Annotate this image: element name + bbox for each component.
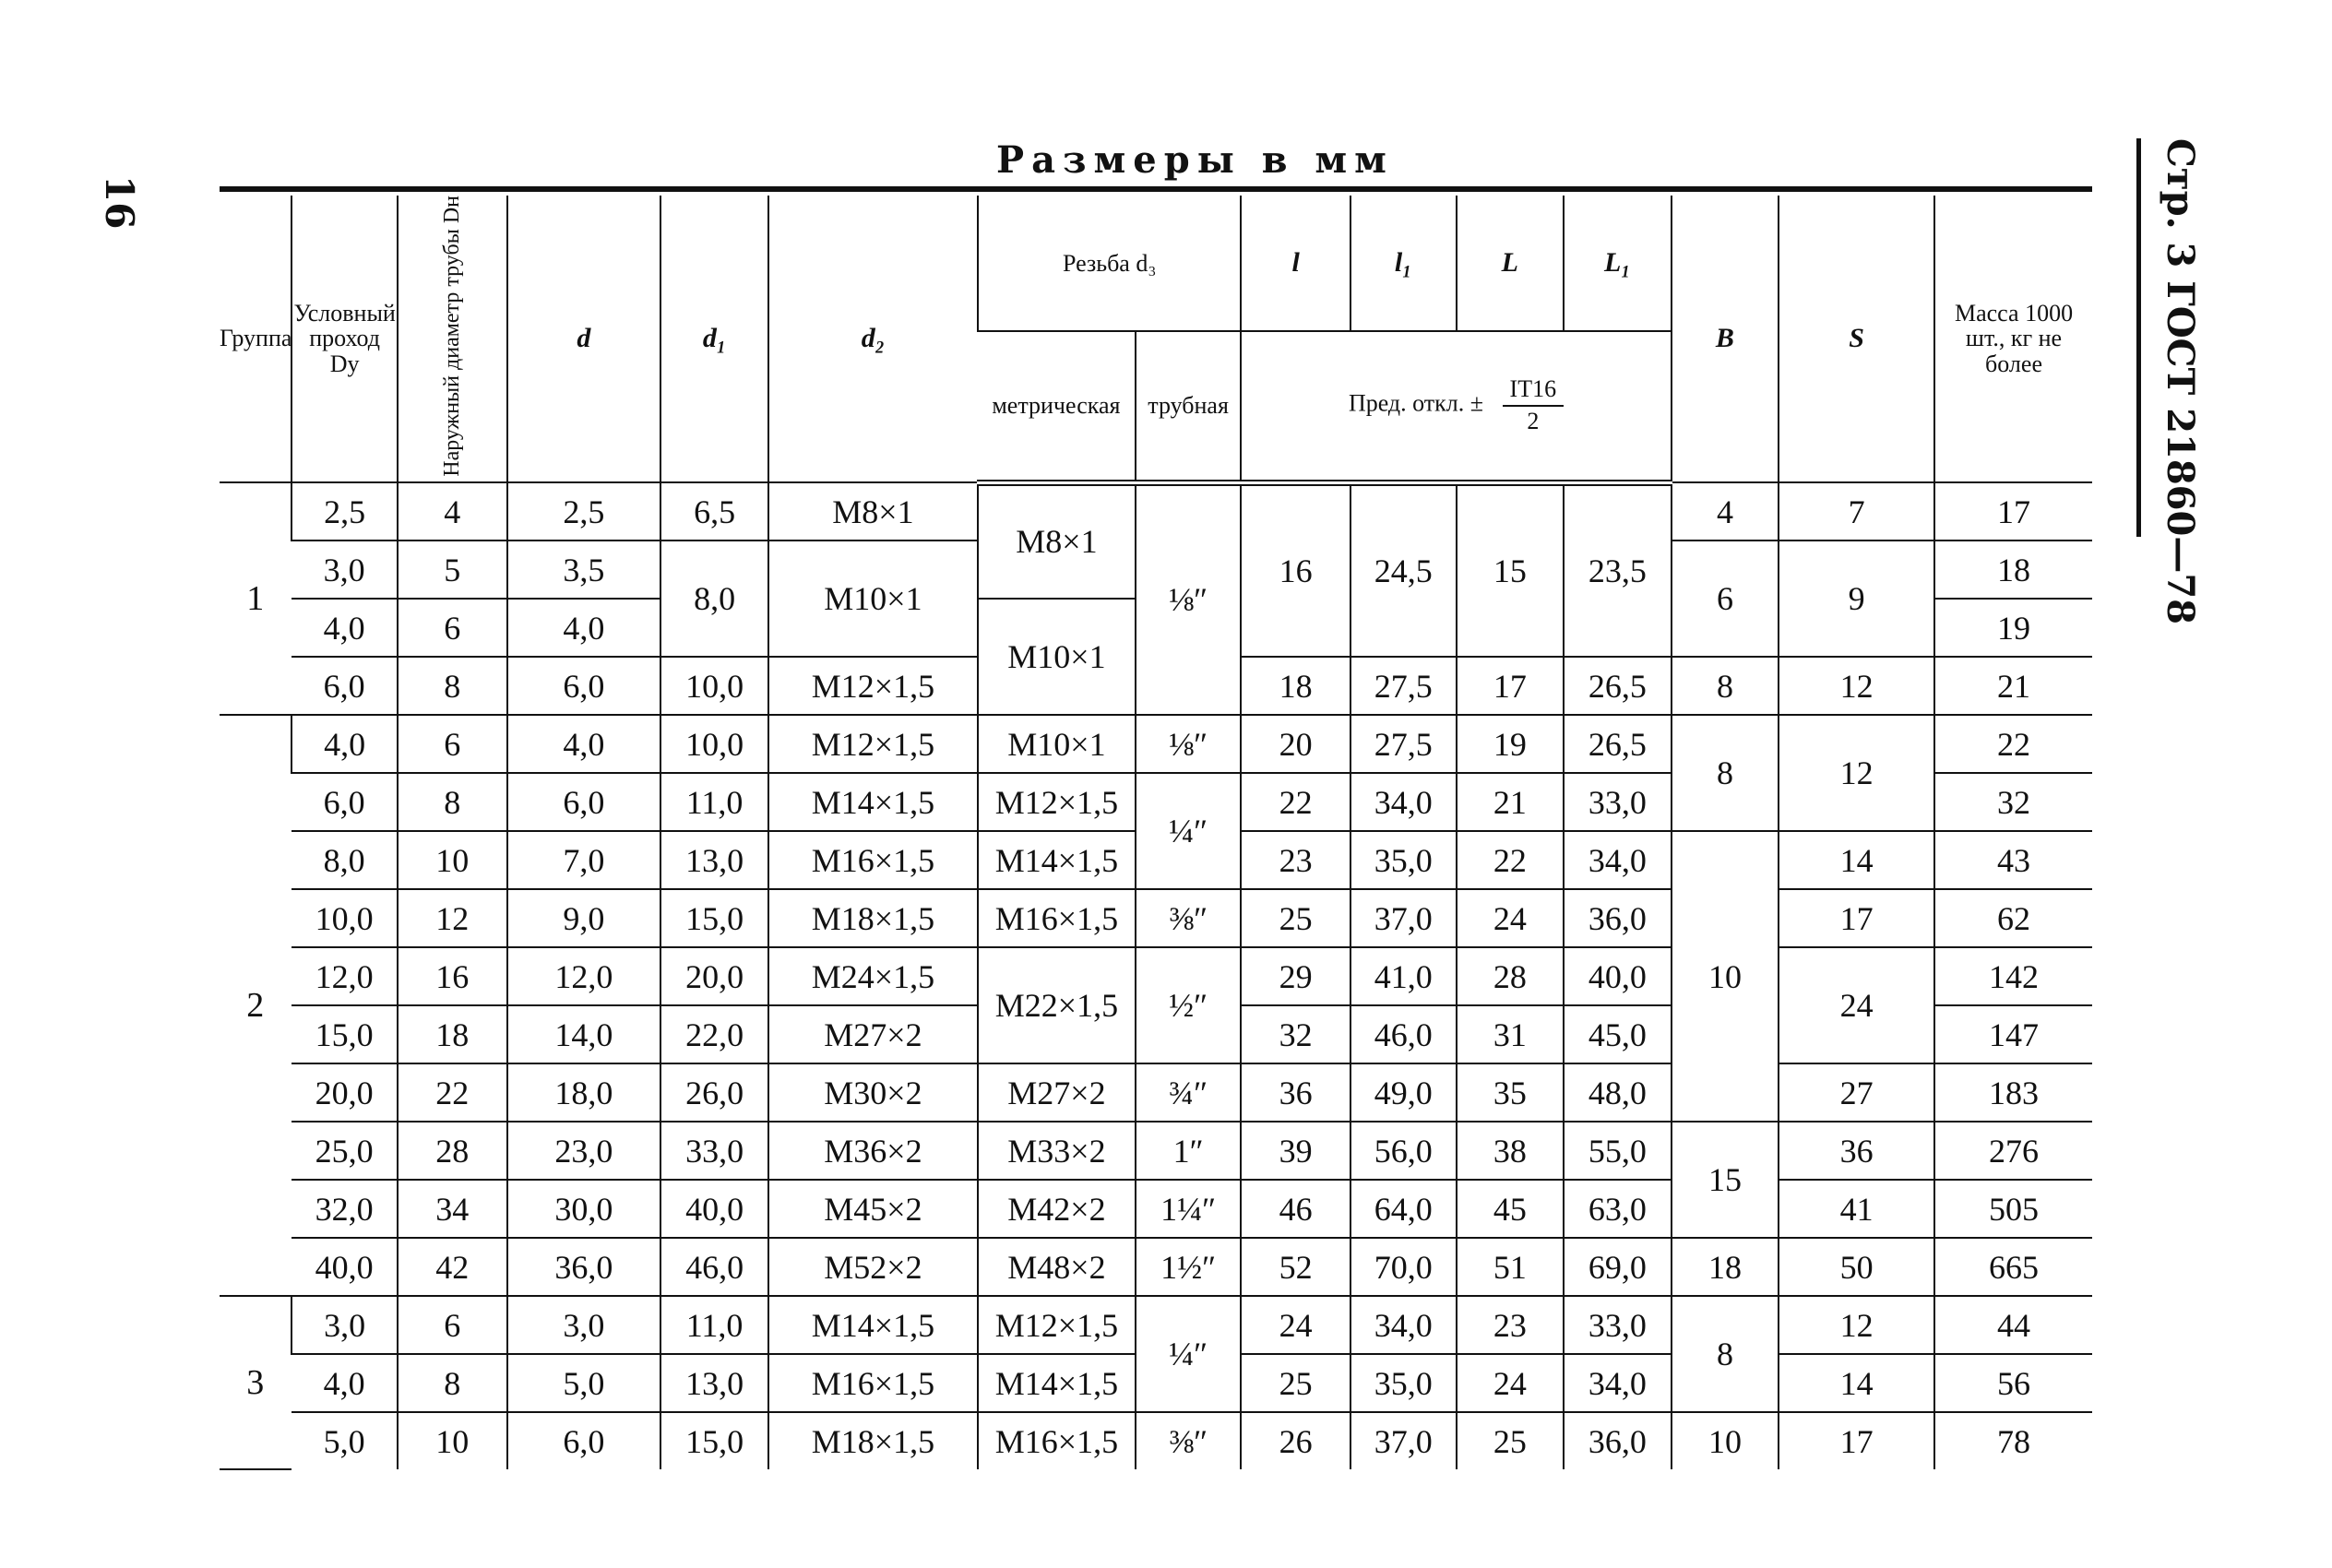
- cell-l1: 64,0: [1350, 1180, 1457, 1238]
- cell-dn: 25,0: [292, 1122, 398, 1180]
- cell-S: 17: [1779, 889, 1934, 947]
- table-head: [220, 196, 2092, 482]
- cell-S: 14: [1779, 831, 1934, 889]
- tolerance-denominator: 2: [1527, 407, 1540, 434]
- cell-d1: 13,0: [660, 831, 768, 889]
- cell-l: 52: [1241, 1238, 1350, 1296]
- header-l: l: [1241, 196, 1350, 331]
- cell-thread-metric: M12×1,5: [978, 773, 1136, 831]
- cell-d2: M8×1: [768, 482, 978, 540]
- cell-l1: 27,5: [1350, 657, 1457, 715]
- cell-L1: 45,0: [1564, 1005, 1672, 1063]
- cell-l1: 49,0: [1350, 1063, 1457, 1122]
- header-mass: Масса 1000 шт., кг не более: [1934, 196, 2092, 482]
- cell-mass: 17: [1934, 482, 2092, 540]
- tolerance-prefix: Пред. откл. ±: [1348, 389, 1484, 417]
- cell-B: 18: [1672, 1238, 1779, 1296]
- cell-l: 25: [1241, 889, 1350, 947]
- cell-l1: 37,0: [1350, 1412, 1457, 1469]
- cell-dn: 32,0: [292, 1180, 398, 1238]
- cell-mass: 21: [1934, 657, 2092, 715]
- cell-dn: 6,0: [292, 773, 398, 831]
- cell-B: 8: [1672, 715, 1779, 831]
- cell-d2: M12×1,5: [768, 657, 978, 715]
- cell-dh: 10: [398, 831, 507, 889]
- cell-d: 5,0: [507, 1354, 661, 1412]
- cell-thread-metric: M14×1,5: [978, 1354, 1136, 1412]
- cell-L1: 40,0: [1564, 947, 1672, 1005]
- cell-L1: 33,0: [1564, 773, 1672, 831]
- header-L: L: [1457, 196, 1565, 331]
- cell-d1: 15,0: [660, 1412, 768, 1469]
- cell-B: 10: [1672, 1412, 1779, 1469]
- group-cell: 1: [220, 482, 292, 715]
- table-title: Размеры в мм: [996, 138, 1394, 182]
- cell-l1: 34,0: [1350, 773, 1457, 831]
- cell-d: 3,5: [507, 540, 661, 599]
- cell-L: 15: [1457, 482, 1565, 657]
- cell-thread-pipe: ⅛″: [1136, 482, 1242, 715]
- cell-L: 19: [1457, 715, 1565, 773]
- cell-d2: M16×1,5: [768, 1354, 978, 1412]
- cell-L1: 55,0: [1564, 1122, 1672, 1180]
- cell-l1: 27,5: [1350, 715, 1457, 773]
- cell-mass: 276: [1934, 1122, 2092, 1180]
- cell-d2: M52×2: [768, 1238, 978, 1296]
- cell-S: 50: [1779, 1238, 1934, 1296]
- cell-l: 29: [1241, 947, 1350, 1005]
- cell-mass: 44: [1934, 1296, 2092, 1354]
- cell-L: 51: [1457, 1238, 1565, 1296]
- header-tolerance: [1241, 331, 1671, 482]
- cell-L1: 26,5: [1564, 657, 1672, 715]
- cell-thread-pipe: ⅜″: [1136, 889, 1242, 947]
- cell-L1: 34,0: [1564, 831, 1672, 889]
- cell-thread-metric: M22×1,5: [978, 947, 1136, 1063]
- cell-mass: 62: [1934, 889, 2092, 947]
- cell-l: 16: [1241, 482, 1350, 657]
- cell-l1: 34,0: [1350, 1296, 1457, 1354]
- table-row: [220, 947, 2092, 1005]
- cell-L1: 48,0: [1564, 1063, 1672, 1122]
- cell-dh: 8: [398, 657, 507, 715]
- cell-d1: 40,0: [660, 1180, 768, 1238]
- cell-d1: 33,0: [660, 1122, 768, 1180]
- cell-l: 46: [1241, 1180, 1350, 1238]
- cell-d2: M45×2: [768, 1180, 978, 1238]
- cell-dn: 40,0: [292, 1238, 398, 1296]
- cell-l1: 37,0: [1350, 889, 1457, 947]
- cell-dn: 4,0: [292, 599, 398, 657]
- table-row: [220, 1063, 2092, 1122]
- cell-dh: 34: [398, 1180, 507, 1238]
- cell-L: 24: [1457, 1354, 1565, 1412]
- cell-mass: 142: [1934, 947, 2092, 1005]
- header-nominal-bore: Условный проход Dу: [292, 196, 398, 482]
- cell-d: 30,0: [507, 1180, 661, 1238]
- cell-d2: M18×1,5: [768, 889, 978, 947]
- cell-L: 31: [1457, 1005, 1565, 1063]
- cell-thread-metric: M33×2: [978, 1122, 1136, 1180]
- cell-l1: 41,0: [1350, 947, 1457, 1005]
- cell-thread-metric: M8×1: [978, 482, 1136, 599]
- cell-thread-pipe: ¾″: [1136, 1063, 1242, 1122]
- cell-S: 9: [1779, 540, 1934, 657]
- cell-l1: 46,0: [1350, 1005, 1457, 1063]
- cell-thread-pipe: 1½″: [1136, 1238, 1242, 1296]
- cell-S: 12: [1779, 715, 1934, 831]
- cell-l: 25: [1241, 1354, 1350, 1412]
- cell-l: 20: [1241, 715, 1350, 773]
- page-number: 16: [97, 175, 142, 230]
- cell-dn: 6,0: [292, 657, 398, 715]
- cell-S: 41: [1779, 1180, 1934, 1238]
- cell-L: 23: [1457, 1296, 1565, 1354]
- table-row: [220, 1412, 2092, 1469]
- cell-S: 17: [1779, 1412, 1934, 1469]
- cell-d1: 46,0: [660, 1238, 768, 1296]
- cell-L1: 36,0: [1564, 889, 1672, 947]
- cell-dh: 4: [398, 482, 507, 540]
- tolerance-fraction: [1503, 374, 1565, 436]
- cell-dn: 3,0: [292, 1296, 398, 1354]
- cell-L1: 33,0: [1564, 1296, 1672, 1354]
- cell-L1: 23,5: [1564, 482, 1672, 657]
- cell-thread-metric: M10×1: [978, 715, 1136, 773]
- cell-dn: 20,0: [292, 1063, 398, 1122]
- cell-dn: 15,0: [292, 1005, 398, 1063]
- cell-L1: 26,5: [1564, 715, 1672, 773]
- group-cell: 3: [220, 1296, 292, 1469]
- cell-dn: 3,0: [292, 540, 398, 599]
- cell-d: 12,0: [507, 947, 661, 1005]
- standard-header: Стр. 3 ГОСТ 21860—78: [2159, 138, 2202, 625]
- cell-d: 4,0: [507, 599, 661, 657]
- cell-thread-pipe: ¼″: [1136, 1296, 1242, 1412]
- cell-dh: 10: [398, 1412, 507, 1469]
- cell-L1: 69,0: [1564, 1238, 1672, 1296]
- cell-thread-pipe: ½″: [1136, 947, 1242, 1063]
- cell-mass: 505: [1934, 1180, 2092, 1238]
- cell-dh: 18: [398, 1005, 507, 1063]
- cell-d1: 10,0: [660, 715, 768, 773]
- header-S: S: [1779, 196, 1934, 482]
- table-row: [220, 889, 2092, 947]
- cell-l1: 35,0: [1350, 1354, 1457, 1412]
- cell-d: 23,0: [507, 1122, 661, 1180]
- cell-L: 28: [1457, 947, 1565, 1005]
- cell-dn: 10,0: [292, 889, 398, 947]
- cell-dh: 22: [398, 1063, 507, 1122]
- cell-thread-pipe: ⅜″: [1136, 1412, 1242, 1469]
- header-pipe-outer-diameter-text: Наружный диаметр трубы Dн: [439, 196, 464, 477]
- cell-thread-metric: M48×2: [978, 1238, 1136, 1296]
- cell-dn: 5,0: [323, 1422, 365, 1460]
- cell-mass: 18: [1934, 540, 2092, 599]
- cell-thread-metric: M27×2: [978, 1063, 1136, 1122]
- cell-S: 36: [1779, 1122, 1934, 1180]
- cell-S: 27: [1779, 1063, 1934, 1122]
- header-thread: Резьба d₃: [978, 196, 1241, 331]
- cell-d2: M24×1,5: [768, 947, 978, 1005]
- cell-d: 18,0: [507, 1063, 661, 1122]
- cell-d1: 13,0: [660, 1354, 768, 1412]
- cell-dh: 6: [398, 715, 507, 773]
- cell-l1: 56,0: [1350, 1122, 1457, 1180]
- cell-d1: 11,0: [660, 1296, 768, 1354]
- cell-l1: 35,0: [1350, 831, 1457, 889]
- cell-d: 6,0: [507, 657, 661, 715]
- cell-L1: 34,0: [1564, 1354, 1672, 1412]
- cell-B: 15: [1672, 1122, 1779, 1238]
- cell-L: 24: [1457, 889, 1565, 947]
- cell-d2: M14×1,5: [768, 1296, 978, 1354]
- cell-d1: 22,0: [660, 1005, 768, 1063]
- cell-d2: M30×2: [768, 1063, 978, 1122]
- header-B: B: [1672, 196, 1779, 482]
- cell-thread-metric: M16×1,5: [978, 1412, 1136, 1469]
- cell-L: 38: [1457, 1122, 1565, 1180]
- header-l1: l₁: [1350, 196, 1457, 331]
- cell-dh: 16: [398, 947, 507, 1005]
- cell-dh: 12: [398, 889, 507, 947]
- cell-S: 14: [1779, 1354, 1934, 1412]
- cell-l: 39: [1241, 1122, 1350, 1180]
- cell-dh: 28: [398, 1122, 507, 1180]
- cell-mass: 19: [1934, 599, 2092, 657]
- cell-thread-metric: M10×1: [978, 599, 1136, 715]
- cell-dh: 8: [398, 1354, 507, 1412]
- cell-d1: 6,5: [660, 482, 768, 540]
- cell-B: 6: [1672, 540, 1779, 657]
- table-body: [220, 482, 2092, 1469]
- cell-l1: 24,5: [1350, 482, 1457, 657]
- cell-thread-pipe: 1¼″: [1136, 1180, 1242, 1238]
- cell-dh: 5: [398, 540, 507, 599]
- cell-d1: 15,0: [660, 889, 768, 947]
- cell-dn: 4,0: [292, 715, 398, 773]
- cell-d: 6,0: [507, 773, 661, 831]
- cell-S: 7: [1779, 482, 1934, 540]
- cell-d: 7,0: [507, 831, 661, 889]
- cell-d2: M10×1: [768, 540, 978, 657]
- cell-dh: 6: [398, 1296, 507, 1354]
- cell-d1: 8,0: [660, 540, 768, 657]
- cell-thread-metric: M14×1,5: [978, 831, 1136, 889]
- header-thread-pipe: трубная: [1136, 331, 1242, 482]
- cell-d: 3,0: [507, 1296, 661, 1354]
- cell-dn: 12,0: [292, 947, 398, 1005]
- cell-mass: 43: [1934, 831, 2092, 889]
- cell-l: 22: [1241, 773, 1350, 831]
- cell-d2: M36×2: [768, 1122, 978, 1180]
- cell-L1: 36,0: [1564, 1412, 1672, 1469]
- cell-dn: 8,0: [292, 831, 398, 889]
- table-row: [220, 1238, 2092, 1296]
- cell-l: 32: [1241, 1005, 1350, 1063]
- cell-B: 4: [1672, 482, 1779, 540]
- cell-mass: 147: [1934, 1005, 2092, 1063]
- cell-l: 23: [1241, 831, 1350, 889]
- cell-mass: 665: [1934, 1238, 2092, 1296]
- cell-d2: M12×1,5: [768, 715, 978, 773]
- cell-d: 36,0: [507, 1238, 661, 1296]
- table-row: [220, 1180, 2092, 1238]
- table-row: [220, 482, 2092, 540]
- table-top-rule: [220, 186, 2092, 192]
- cell-L: 25: [1457, 1412, 1565, 1469]
- cell-L: 21: [1457, 773, 1565, 831]
- cell-mass: 32: [1934, 773, 2092, 831]
- cell-dn: 4,0: [292, 1354, 398, 1412]
- cell-thread-metric: M12×1,5: [978, 1296, 1136, 1354]
- cell-thread-metric: M42×2: [978, 1180, 1136, 1238]
- cell-L: 35: [1457, 1063, 1565, 1122]
- header-d2: d₂: [768, 196, 978, 482]
- cell-mass: 183: [1934, 1063, 2092, 1122]
- cell-d1: 20,0: [660, 947, 768, 1005]
- cell-dn: 2,5: [292, 482, 398, 540]
- cell-d2: M14×1,5: [768, 773, 978, 831]
- cell-l: 36: [1241, 1063, 1350, 1122]
- cell-B: 10: [1672, 831, 1779, 1122]
- tolerance-numerator: IT16: [1503, 374, 1565, 407]
- cell-B: 8: [1672, 657, 1779, 715]
- cell-d1: 11,0: [660, 773, 768, 831]
- cell-L: 17: [1457, 657, 1565, 715]
- cell-thread-pipe: ¼″: [1136, 773, 1242, 889]
- cell-mass: 56: [1934, 1354, 2092, 1412]
- cell-thread-pipe: ⅛″: [1136, 715, 1242, 773]
- cell-d: 2,5: [507, 482, 661, 540]
- cell-d2: M27×2: [768, 1005, 978, 1063]
- cell-S: 24: [1779, 947, 1934, 1063]
- cell-L: 22: [1457, 831, 1565, 889]
- cell-d: 6,0: [507, 1412, 661, 1469]
- cell-l: 24: [1241, 1296, 1350, 1354]
- header-d: d: [507, 196, 661, 482]
- cell-d: 9,0: [507, 889, 661, 947]
- cell-B: 8: [1672, 1296, 1779, 1412]
- cell-thread-pipe: 1″: [1136, 1122, 1242, 1180]
- cell-dh: 42: [398, 1238, 507, 1296]
- cell-l: 26: [1241, 1412, 1350, 1469]
- header-thread-metric: метрическая: [978, 331, 1136, 482]
- cell-S: 12: [1779, 1296, 1934, 1354]
- cell-d: 14,0: [507, 1005, 661, 1063]
- header-d1: d₁: [660, 196, 768, 482]
- cell-mass: 22: [1934, 715, 2092, 773]
- cell-d2: M18×1,5: [768, 1412, 978, 1469]
- side-header-rule: [2136, 138, 2141, 537]
- header-L1: L₁: [1564, 196, 1672, 331]
- cell-d: 4,0: [507, 715, 661, 773]
- table-row: [220, 1122, 2092, 1180]
- cell-l1: 70,0: [1350, 1238, 1457, 1296]
- cell-L: 45: [1457, 1180, 1565, 1238]
- cell-mass: 78: [1934, 1412, 2092, 1469]
- cell-dh: 6: [398, 599, 507, 657]
- group-cell: 2: [220, 715, 292, 1296]
- cell-thread-metric: M16×1,5: [978, 889, 1136, 947]
- cell-l: 18: [1241, 657, 1350, 715]
- table-row: [220, 1296, 2092, 1354]
- dimensions-table: [220, 196, 2092, 1470]
- cell-d1: 26,0: [660, 1063, 768, 1122]
- cell-dh: 8: [398, 773, 507, 831]
- header-group: Группа: [220, 196, 292, 482]
- cell-d2: M16×1,5: [768, 831, 978, 889]
- cell-d1: 10,0: [660, 657, 768, 715]
- header-pipe-outer-diameter: [398, 196, 507, 482]
- table-row: [220, 715, 2092, 773]
- cell-L1: 63,0: [1564, 1180, 1672, 1238]
- cell-S: 12: [1779, 657, 1934, 715]
